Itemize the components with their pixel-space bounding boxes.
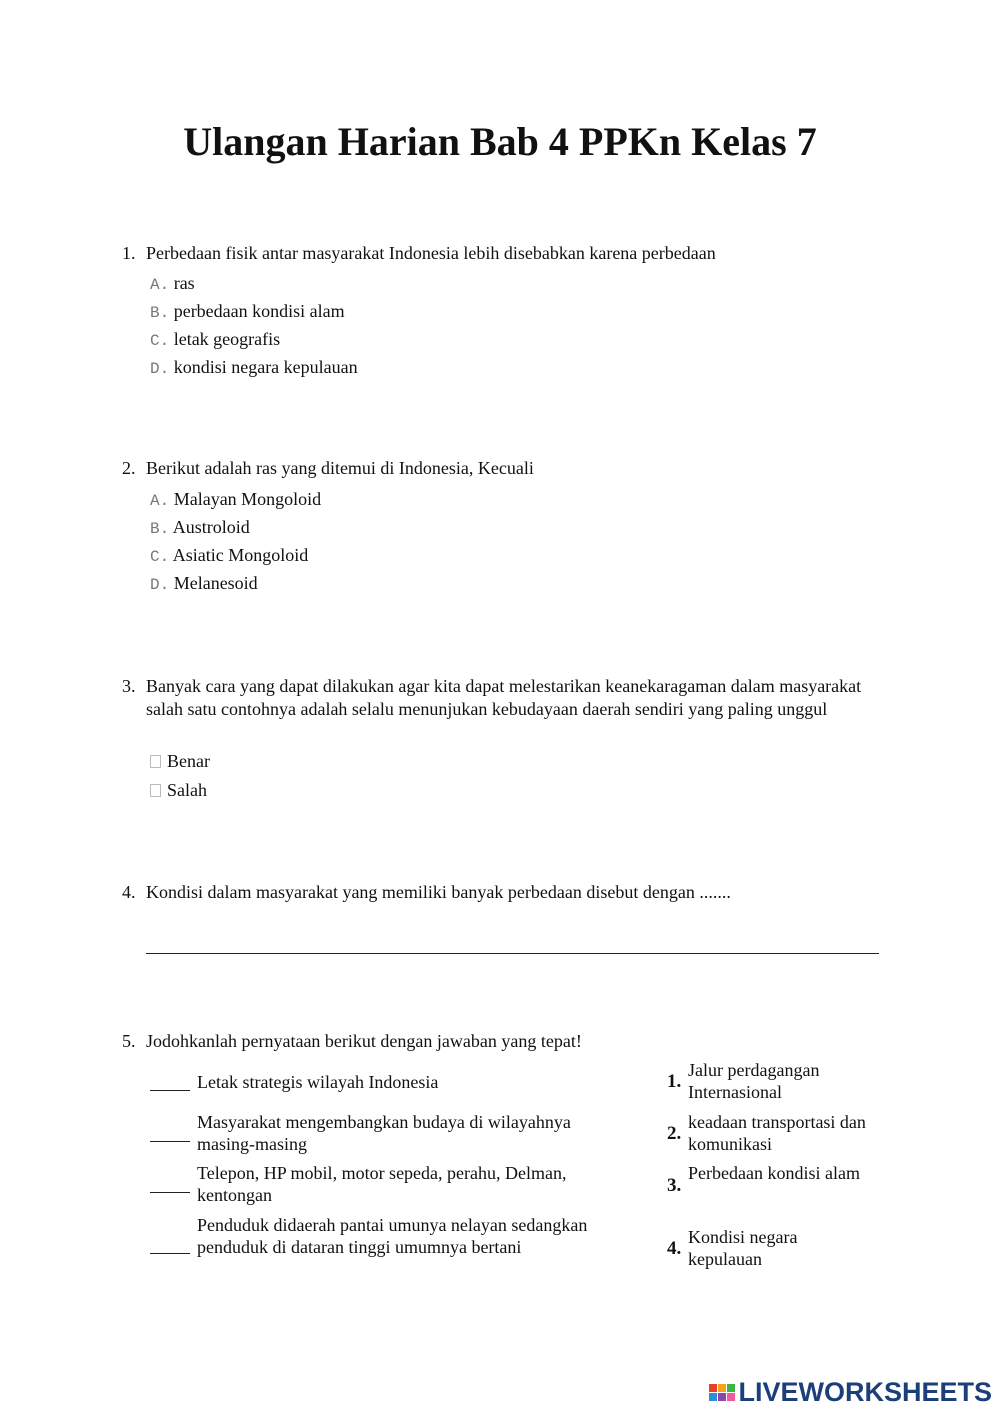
match-answer-number: 2. — [667, 1123, 682, 1144]
match-statement-4 — [150, 1214, 620, 1258]
option-1b[interactable] — [150, 300, 345, 324]
match-blank[interactable] — [150, 1253, 190, 1254]
question-text: Jodohkanlah pernyataan berikut dengan jawaban yang tepat! — [146, 1031, 582, 1051]
question-4 — [122, 881, 862, 904]
logo-tile — [718, 1384, 726, 1392]
match-answer-2 — [667, 1111, 867, 1155]
option-letter: B. — [150, 304, 170, 322]
question-number: 1. — [122, 243, 136, 263]
logo-tile — [727, 1393, 735, 1401]
option-1a[interactable] — [150, 272, 195, 296]
option-text: ras — [173, 273, 195, 293]
answer-input-line[interactable] — [146, 953, 879, 954]
question-number: 5. — [122, 1031, 136, 1051]
match-blank[interactable] — [150, 1141, 190, 1142]
logo-tile — [727, 1384, 735, 1392]
option-2c[interactable] — [150, 544, 308, 568]
question-text: Perbedaan fisik antar masyarakat Indonesia lebih disebabkan karena perbedaan — [146, 243, 716, 263]
question-number: 3. — [122, 676, 136, 696]
option-3-salah[interactable] — [150, 779, 207, 801]
option-text: Asiatic Mongoloid — [172, 545, 309, 565]
option-letter: D. — [150, 576, 170, 594]
option-text: kondisi negara kepulauan — [173, 357, 358, 377]
option-letter: C. — [150, 332, 170, 350]
match-answer-1 — [667, 1059, 867, 1103]
option-2a[interactable] — [150, 488, 321, 512]
match-answer-3 — [667, 1162, 867, 1196]
match-answer-text: Perbedaan kondisi alam — [688, 1163, 860, 1183]
option-2d[interactable] — [150, 572, 258, 596]
checkbox-icon[interactable] — [150, 784, 161, 797]
logo-tile — [709, 1384, 717, 1392]
question-3 — [122, 675, 862, 721]
option-letter: D. — [150, 360, 170, 378]
question-text: Kondisi dalam masyarakat yang memiliki banyak perbedaan disebut dengan ....... — [146, 882, 731, 902]
match-answer-number: 3. — [667, 1175, 682, 1196]
match-blank[interactable] — [150, 1192, 190, 1193]
question-5 — [122, 1030, 862, 1053]
question-text: Berikut adalah ras yang ditemui di Indonesia, Kecuali — [146, 458, 534, 478]
match-answer-text: Jalur perdagangan Internasional — [688, 1060, 820, 1102]
match-statement-text: Penduduk didaerah pantai umunya nelayan sedangkan penduduk di dataran tinggi umumnya bertani — [197, 1215, 588, 1257]
option-letter: A. — [150, 492, 170, 510]
match-statement-1 — [150, 1071, 620, 1093]
liveworksheets-brand[interactable] — [709, 1377, 992, 1408]
checkbox-icon[interactable] — [150, 755, 161, 768]
question-text: Banyak cara yang dapat dilakukan agar kita dapat melestarikan keanekaragaman dalam masyarakat salah satu contohnya adalah selalu menunjukan kebudayaan daerah sendiri yang paling unggul — [146, 676, 862, 719]
option-text: letak geografis — [173, 329, 281, 349]
option-text: Austroloid — [172, 517, 250, 537]
question-1 — [122, 242, 862, 265]
brand-name: LIVEWORKSHEETS — [738, 1377, 992, 1407]
match-answer-4 — [667, 1226, 867, 1270]
match-statement-text: Telepon, HP mobil, motor sepeda, perahu, Delman, kentongan — [197, 1163, 567, 1205]
option-text: Melanesoid — [173, 573, 258, 593]
option-3-benar[interactable] — [150, 750, 210, 772]
match-statement-3 — [150, 1162, 620, 1206]
question-2 — [122, 457, 862, 480]
option-1c[interactable] — [150, 328, 280, 352]
match-statement-text: Letak strategis wilayah Indonesia — [197, 1072, 439, 1092]
option-text: Malayan Mongoloid — [173, 489, 322, 509]
match-blank[interactable] — [150, 1090, 190, 1091]
match-answer-number: 1. — [667, 1071, 682, 1092]
match-statement-text: Masyarakat mengembangkan budaya di wilayahnya masing-masing — [197, 1112, 571, 1154]
option-text: perbedaan kondisi alam — [173, 301, 345, 321]
logo-tile — [718, 1393, 726, 1401]
option-1d[interactable] — [150, 356, 358, 380]
page-title: Ulangan Harian Bab 4 PPKn Kelas 7 — [183, 119, 817, 164]
option-2b[interactable] — [150, 516, 250, 540]
match-statement-2 — [150, 1111, 620, 1155]
match-answer-text: keadaan transportasi dan komunikasi — [688, 1112, 866, 1154]
question-number: 4. — [122, 882, 136, 902]
option-letter: B. — [150, 520, 170, 538]
logo-tile — [709, 1393, 717, 1401]
option-letter: A. — [150, 276, 170, 294]
question-number: 2. — [122, 458, 136, 478]
option-letter: C. — [150, 548, 170, 566]
liveworksheets-logo-icon — [709, 1384, 735, 1401]
match-answer-text: Kondisi negara kepulauan — [688, 1227, 798, 1269]
match-answer-number: 4. — [667, 1238, 682, 1259]
option-text: Benar — [167, 751, 210, 771]
option-text: Salah — [167, 780, 207, 800]
